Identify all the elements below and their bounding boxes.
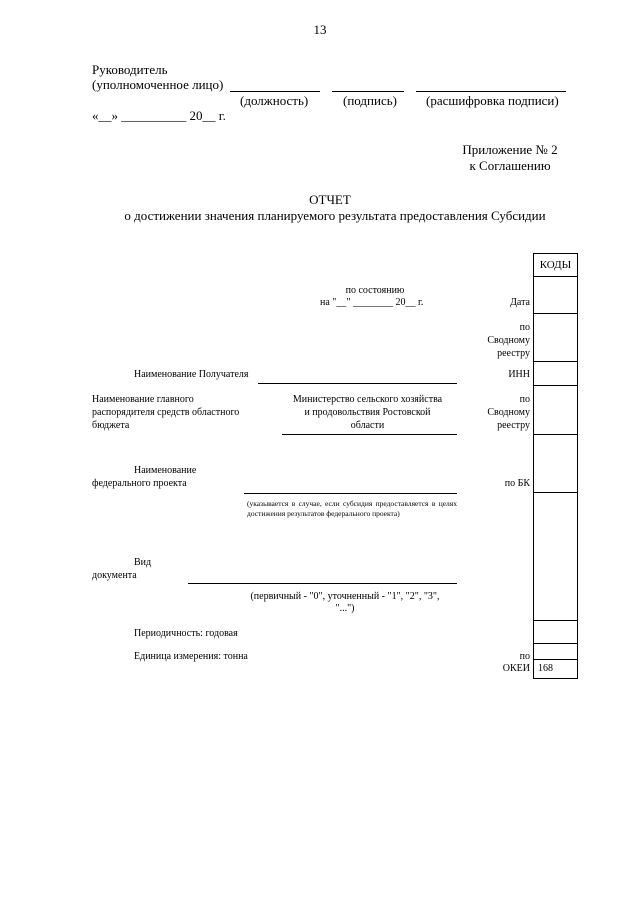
signature-caption: (подпись) bbox=[343, 93, 397, 108]
codes-divider bbox=[534, 361, 577, 362]
codes-divider bbox=[534, 434, 577, 435]
consolidated-register-label-2: по Сводному реестру bbox=[487, 394, 530, 431]
federal-project-label bbox=[92, 464, 202, 490]
chief-administrator-line bbox=[282, 434, 457, 435]
chief-administrator-value: Министерство сельского хозяйства и продовольствия Ростовской области bbox=[292, 394, 443, 431]
head-label: Руководитель bbox=[92, 62, 168, 77]
recipient-line bbox=[258, 383, 457, 384]
codes-divider bbox=[534, 276, 577, 277]
authorized-person-label: (уполномоченное лицо) bbox=[92, 77, 224, 92]
codes-divider bbox=[534, 643, 577, 644]
document-type-label-line2: документа bbox=[92, 570, 137, 581]
codes-divider bbox=[534, 492, 577, 493]
position-caption: (должность) bbox=[240, 93, 309, 108]
unit-of-measure: Единица измерения: тонна bbox=[134, 651, 248, 662]
federal-project-label-line2: федерального проекта bbox=[92, 478, 187, 489]
codes-divider bbox=[534, 659, 577, 660]
as-of-date: на "__" ________ 20__ г. bbox=[320, 297, 424, 308]
okei-label: по ОКЕИ bbox=[502, 651, 530, 674]
federal-project-note: (указывается в случае, если субсидия предоставляется в целях достижения результатов федерального проекта) bbox=[247, 499, 457, 518]
codes-divider bbox=[534, 313, 577, 314]
chief-administrator-label: Наименование главного распорядителя средств областного бюджета bbox=[92, 394, 240, 431]
recipient-label: Наименование Получателя bbox=[134, 369, 249, 380]
decoding-line bbox=[416, 91, 566, 92]
federal-project-line bbox=[244, 493, 457, 494]
okei-code: 168 bbox=[538, 663, 553, 674]
signature-date: «__» __________ 20__ г. bbox=[92, 108, 226, 123]
codes-header: КОДЫ bbox=[539, 259, 572, 271]
inn-label: ИНН bbox=[508, 369, 530, 380]
codes-divider bbox=[534, 385, 577, 386]
document-type-line bbox=[188, 583, 457, 584]
as-of-label: по состоянию bbox=[345, 285, 405, 296]
position-line bbox=[230, 91, 320, 92]
appendix-number: Приложение № 2 bbox=[462, 142, 558, 157]
appendix-agreement: к Соглашению bbox=[469, 158, 551, 173]
signature-line bbox=[332, 91, 404, 92]
bk-label: по БК bbox=[504, 478, 530, 489]
federal-project-label-line1: Наименование bbox=[134, 465, 197, 476]
document-type-label-line1: Вид bbox=[134, 557, 152, 568]
decoding-caption: (расшифровка подписи) bbox=[426, 93, 559, 108]
periodicity: Периодичность: годовая bbox=[134, 628, 238, 639]
consolidated-register-label: по Сводному реестру bbox=[487, 322, 530, 359]
document-type-note: (первичный - "0", уточненный - "1", "2", "3", "...") bbox=[250, 591, 440, 614]
codes-divider bbox=[534, 620, 577, 621]
document-type-label bbox=[92, 556, 172, 582]
codes-column bbox=[533, 253, 578, 679]
date-label: Дата bbox=[510, 297, 530, 308]
report-title: ОТЧЕТ bbox=[309, 192, 351, 207]
page-number: 13 bbox=[313, 22, 327, 37]
report-subtitle: о достижении значения планируемого результата предоставления Субсидии bbox=[124, 208, 546, 223]
